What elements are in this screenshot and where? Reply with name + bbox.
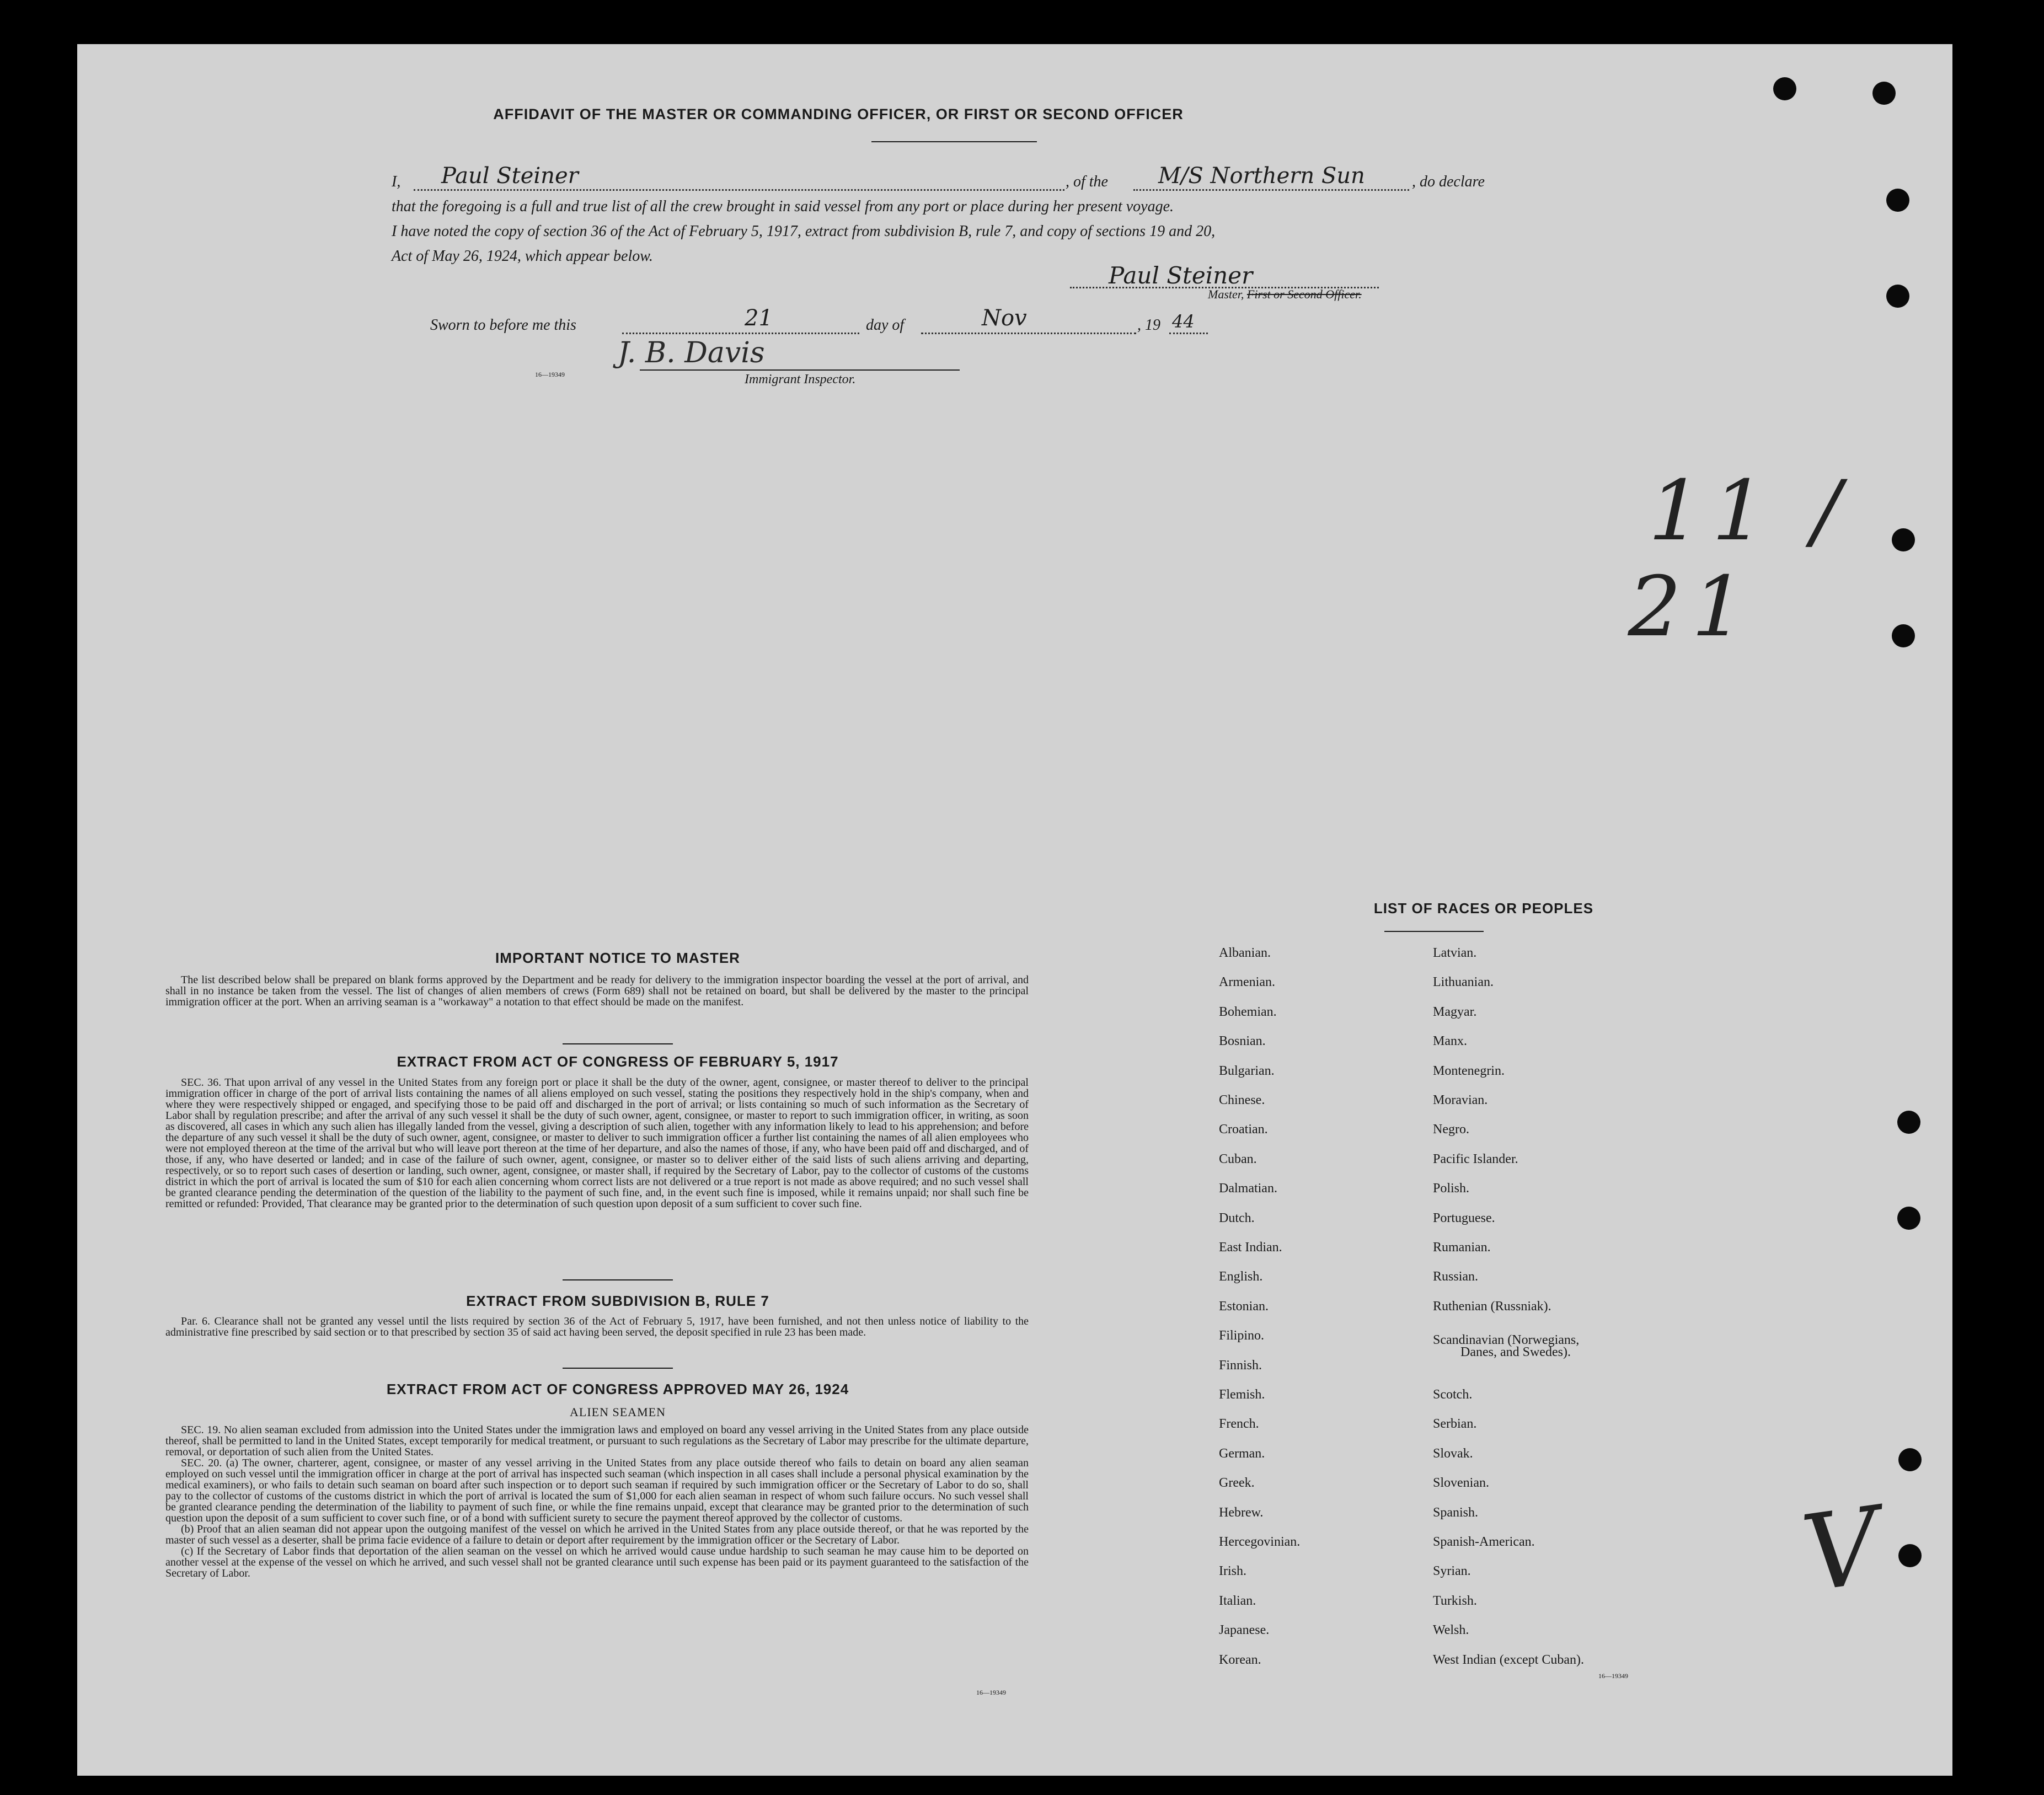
name-dotline <box>414 189 1064 191</box>
race-item: Syrian. <box>1433 1564 1471 1579</box>
race-item: Russian. <box>1433 1269 1479 1284</box>
inspector-label: Immigrant Inspector. <box>745 372 856 387</box>
sec20c-paragraph: (c) If the Secretary of Labor finds that deportation of the alien seaman on the vessel on which he arrived would cause undue hardship to such seaman he may cause him to be deported on another vessel at the expense of the vessel on which he arrived, and such vessel shall not be granted clearance until such expense has been paid or its payment guaranteed to the satisfaction of the Secretary of Labor. <box>165 1545 1029 1579</box>
sec20a-paragraph: SEC. 20. (a) The owner, charterer, agent, consignee, or master of any vessel arriving in the United States from any place outside thereof who fails to detain on board any alien seaman employed on such vessel until the immigration officer in charge at the port of arrival has inspected such seaman (which inspection in all cases shall include a personal physical examination by the medical examiners), or who fails to detain such seaman on board after such inspection or to deport such seaman if required by such immigration officer or the Secretary of Labor to do so, shall pay to the collector of customs of the customs district in which the port of arrival is located the sum of $1,000 for each alien seaman in respect of whom such failure occurs. No such vessel shall be granted clearance pending the determination of the liability to payment of such fine, or while the fine remains unpaid, except that clearance may be granted prior to the determination of such question upon the deposit of a sum sufficient to cover such fine, or of a bond with sufficient surety to secure the payment thereof approved by the collector of customs. <box>165 1457 1029 1524</box>
affidavit-line-1 <box>392 163 1528 194</box>
affidavit-title: AFFIDAVIT OF THE MASTER OR COMMANDING OFFICER, OR FIRST OR SECOND OFFICER <box>493 106 1184 122</box>
punch-hole <box>1898 1448 1922 1471</box>
day-dotline <box>622 333 859 334</box>
rule7-text <box>165 1316 1029 1338</box>
notice-title: IMPORTANT NOTICE TO MASTER <box>495 950 740 966</box>
punch-hole <box>1872 82 1896 105</box>
race-item: Irish. <box>1219 1564 1246 1579</box>
affidavit-form-number: 16—19349 <box>535 371 565 378</box>
year-handwritten: 44 <box>1172 311 1195 332</box>
race-item: Dutch. <box>1219 1210 1255 1225</box>
margin-check-note: V <box>1795 1484 1887 1616</box>
races-form-number: 16—19349 <box>1598 1672 1628 1680</box>
race-item: Estonian. <box>1219 1299 1269 1314</box>
race-item: Slovenian. <box>1433 1476 1489 1491</box>
race-item: Ruthenian (Russniak). <box>1433 1299 1551 1314</box>
race-item: Hercegovinian. <box>1219 1535 1301 1549</box>
race-item: Albanian. <box>1219 946 1271 960</box>
master-name-handwritten: Paul Steiner <box>441 163 579 189</box>
race-item: Croatian. <box>1219 1122 1268 1137</box>
signature-label <box>1208 287 1362 302</box>
sec20b-paragraph: (b) Proof that an alien seaman did not appear upon the outgoing manifest of the vessel on which he arrived in the United States from any place outside thereof, or that he was reported by the master of such vessel as a deserter, shall be prima facie evidence of a failure to detain or deport after requirement by the immigration officer or the Secretary of Labor. <box>165 1523 1029 1546</box>
races-title-rule <box>1384 931 1484 932</box>
race-item: Finnish. <box>1219 1358 1262 1373</box>
inspector-signature: J. B. Davis <box>618 336 765 369</box>
day-of-label: day of <box>866 317 905 334</box>
race-item: Turkish. <box>1433 1593 1477 1608</box>
extract-1924-subtitle: ALIEN SEAMEN <box>570 1405 666 1419</box>
sworn-month-handwritten: Nov <box>982 306 1027 331</box>
race-item: Magyar. <box>1433 1004 1477 1019</box>
race-item: Korean. <box>1219 1652 1261 1667</box>
race-item: East Indian. <box>1219 1240 1282 1255</box>
race-item: English. <box>1219 1269 1263 1284</box>
race-item: Danes, and Swedes). <box>1460 1344 1571 1359</box>
race-item: Chinese. <box>1219 1093 1265 1107</box>
race-item: Flemish. <box>1219 1387 1265 1402</box>
race-item: Welsh. <box>1433 1623 1469 1638</box>
race-item: Filipino. <box>1219 1328 1265 1343</box>
punch-hole <box>1898 1544 1922 1567</box>
affidavit-line-4: Act of May 26, 1924, which appear below. <box>392 248 653 265</box>
year-prefix: , 19 <box>1137 317 1160 334</box>
race-item: Slovak. <box>1433 1446 1473 1461</box>
race-item: West Indian (except Cuban). <box>1433 1652 1584 1667</box>
race-item: German. <box>1219 1446 1265 1461</box>
race-item: Bohemian. <box>1219 1004 1277 1019</box>
race-item: Latvian. <box>1433 946 1477 960</box>
affidavit-line-2: that the foregoing is a full and true list of all the crew brought in said vessel from any port or place during her present voyage. <box>392 198 1174 215</box>
race-item: Armenian. <box>1219 975 1275 990</box>
section-rule <box>563 1368 673 1369</box>
race-item: Rumanian. <box>1433 1240 1491 1255</box>
extract-1917-paragraph: SEC. 36. That upon arrival of any vessel in the United States from any foreign port or place it shall be the duty of the owner, agent, consignee, or master thereof to deliver to the principal immigration officer in charge of the port of arrival lists containing the names of all aliens employed on such vessel, stating the positions they respectively hold in the ship's company, when and where they were respectively shipped or engaged, and specifying those to be paid off and discharged in the port of arrival; or lists containing so much of such information as the Secretary of Labor shall by regulation prescribe; and after the arrival of any such vessel it shall be the duty of such owner, agent, consignee, or master to report to such immigration officer, in writing, as soon as discovered, all cases in which any such alien has illegally landed from the vessel, giving a description of such alien, together with any information likely to lead to his apprehension; and before the departure of any such vessel it shall be the duty of such owner, agent, consignee, or master to deliver to such immigration officer a further list containing the names of all alien employees who were not employed thereon at the time of the arrival but who will leave port thereon at the time of her departure, and also the names of those, if any, who have been paid off and discharged, and of those, if any, who have deserted or landed; and in case of the failure of such owner, agent, consignee, or master so to deliver either of the said lists of such aliens arriving and departing, respectively, or so to report such cases of desertion or landing, such owner, agent, consignee, or master shall, if required by the Secretary of Labor, pay to the collector of customs of the customs district in which the port of arrival is located the sum of $10 for each alien concerning whom correct lists are not delivered or a true report is not made as above required; and no such vessel shall be granted clearance pending the determination of the question of the liability to the payment of such fine, and, in the event such fine is imposed, while it remains unpaid; nor shall such fine be remitted or refunded: Provided, That clearance may be granted prior to the determination of such question upon deposit of a sum sufficient to cover such fine. <box>165 1076 1029 1210</box>
race-item: Portuguese. <box>1433 1210 1495 1225</box>
extract-form-number: 16—19349 <box>976 1689 1006 1696</box>
race-item: Montenegrin. <box>1433 1063 1505 1078</box>
sworn-label: Sworn to before me this <box>430 317 576 334</box>
extract-1924-title: EXTRACT FROM ACT OF CONGRESS APPROVED MAY 26, 1924 <box>386 1381 849 1397</box>
section-rule <box>563 1043 673 1044</box>
race-item: Manx. <box>1433 1034 1467 1049</box>
race-item: Italian. <box>1219 1593 1256 1608</box>
margin-date-note: 11 / 21 <box>1618 463 1863 655</box>
race-item: Pacific Islander. <box>1433 1151 1518 1166</box>
race-item: Moravian. <box>1433 1093 1488 1107</box>
extract-1917-text <box>165 1077 1029 1209</box>
of-the-label: , of the <box>1066 173 1108 190</box>
race-item: Scotch. <box>1433 1387 1473 1402</box>
race-item: Lithuanian. <box>1433 975 1494 990</box>
race-item: Spanish-American. <box>1433 1535 1535 1549</box>
sec19-paragraph: SEC. 19. No alien seaman excluded from admission into the United States under the immigration laws and employed on board any vessel arriving in the United States from any place outside thereof, shall be permitted to land in the United States, except temporarily for medical treatment, or pursuant to such regulations as the Secretary of Labor may prescribe for the ultimate departure, removal, or deportation of such alien from the United States. <box>165 1424 1029 1458</box>
race-item: Japanese. <box>1219 1623 1270 1638</box>
sworn-day-handwritten: 21 <box>745 306 773 331</box>
sworn-line <box>430 306 1291 340</box>
do-declare-label: , do declare <box>1412 173 1485 190</box>
month-dotline <box>921 333 1136 334</box>
extract-1917-title: EXTRACT FROM ACT OF CONGRESS OF FEBRUARY 5, 1917 <box>397 1053 839 1070</box>
section-rule <box>563 1279 673 1280</box>
punch-hole <box>1773 77 1796 100</box>
master-label: Master, <box>1208 287 1244 301</box>
punch-hole <box>1886 285 1909 308</box>
inspector-sig-rule <box>640 369 960 371</box>
notice-paragraph: The list described below shall be prepared on blank forms approved by the Department and be ready for delivery to the immigration inspector boarding the vessel at the port of arrival, and shall in no instance be taken from the vessel. The list of changes of alien members of crews (Form 689) shall not be retained on board, but shall be delivered by the master to the principal immigration officer at the port. When an arriving seaman is a "workaway" a notation to that effect should be made on the manifest. <box>165 974 1029 1008</box>
year-dotline <box>1169 333 1208 334</box>
race-item: Spanish. <box>1433 1505 1479 1520</box>
race-item: French. <box>1219 1417 1259 1432</box>
race-item: Scandinavian (Norwegians, <box>1433 1333 1580 1348</box>
punch-hole <box>1897 1111 1920 1134</box>
race-item: Dalmatian. <box>1219 1181 1277 1196</box>
rule7-paragraph: Par. 6. Clearance shall not be granted any vessel until the lists required by section 36 of the Act of February 5, 1917, have been furnished, and not then unless notice of liability to the administrative fine prescribed by said section or to that prescribed by section 35 of said act having been served, the deposit specified in rule 23 has been made. <box>165 1315 1029 1338</box>
race-item: Polish. <box>1433 1181 1470 1196</box>
affidavit-pronoun: I, <box>392 173 401 190</box>
vessel-dotline <box>1133 189 1409 191</box>
race-item: Negro. <box>1433 1122 1469 1137</box>
vessel-name-handwritten: M/S Northern Sun <box>1158 163 1365 189</box>
master-signature: Paul Steiner <box>1109 262 1253 289</box>
race-item: Hebrew. <box>1219 1505 1264 1520</box>
race-item: Serbian. <box>1433 1417 1477 1432</box>
title-rule <box>871 141 1037 142</box>
punch-hole <box>1897 1207 1920 1230</box>
extract-1924-text <box>165 1424 1029 1579</box>
race-item: Bosnian. <box>1219 1034 1266 1049</box>
punch-hole <box>1886 189 1909 212</box>
race-item: Greek. <box>1219 1476 1255 1491</box>
races-title: LIST OF RACES OR PEOPLES <box>1373 900 1594 917</box>
notice-text <box>165 974 1029 1008</box>
race-item: Bulgarian. <box>1219 1063 1275 1078</box>
affidavit-line-3: I have noted the copy of section 36 of the Act of February 5, 1917, extract from subdivision B, rule 7, and copy of sections 19 and 20, <box>392 223 1216 240</box>
struck-officer-label: First or Second Officer. <box>1246 287 1362 301</box>
race-item: Cuban. <box>1219 1151 1257 1166</box>
rule7-title: EXTRACT FROM SUBDIVISION B, RULE 7 <box>466 1293 769 1309</box>
document-page <box>77 44 1952 1776</box>
